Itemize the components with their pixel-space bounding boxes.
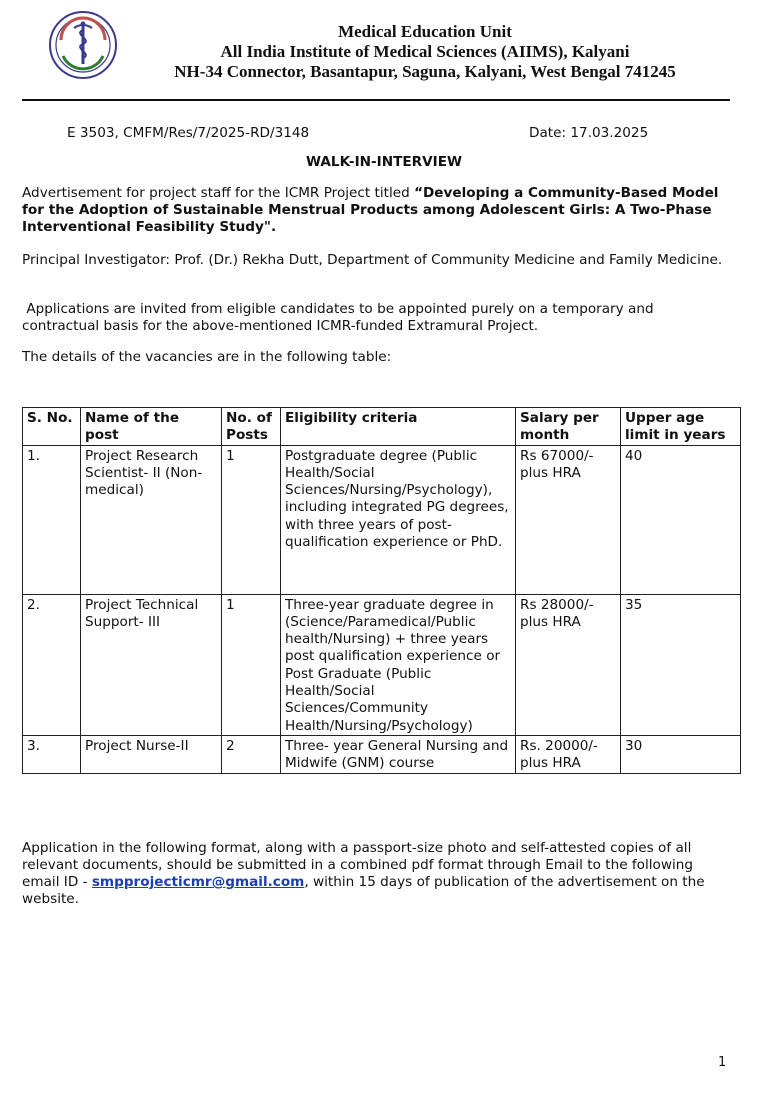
reference-number: E 3503, CMFM/Res/7/2025-RD/3148 [67, 125, 310, 141]
applications-text: Applications are invited from eligible candidates to be appointed purely on a temporary and contractual basis for the above-mentioned ICMR-funded Extramural Project. [22, 301, 654, 334]
aiims-kalyani-seal-icon [48, 10, 118, 80]
application-after-email: , within 15 days of publication of the advertisement on the website. [22, 874, 705, 907]
cell-posts: 2 [222, 735, 281, 773]
cell-post: Project Research Scientist- II (Non-medical) [81, 445, 222, 594]
cell-posts: 1 [222, 445, 281, 594]
cell-eligibility: Three- year General Nursing and Midwife (GNM) course [281, 735, 516, 773]
application-instructions [22, 840, 732, 908]
cell-eligibility: Postgraduate degree (Public Health/Social Sciences/Nursing/Psychology), including integrated PG degrees, with three years of post-qualification experience or PhD. [281, 445, 516, 594]
cell-sno: 3. [23, 735, 81, 773]
table-row [23, 445, 741, 594]
header-posts: No. of Posts [222, 408, 281, 446]
cell-post: Project Technical Support- III [81, 594, 222, 735]
cell-age: 35 [621, 594, 741, 735]
application-email-link[interactable]: smpprojecticmr@gmail.com [91, 874, 305, 890]
project-title: “Developing a Community-Based Model for the Adoption of Sustainable Menstrual Products among Adolescent Girls: A Two-Phase Interventional Feasibility Study". [22, 185, 719, 235]
header-sno: S. No. [23, 408, 81, 446]
cell-age: 30 [621, 735, 741, 773]
page-number: 1 [718, 1055, 727, 1070]
table-row [23, 594, 741, 735]
header-divider [22, 99, 730, 101]
cell-salary: Rs. 20000/- plus HRA [516, 735, 621, 773]
header-age: Upper age limit in years [621, 408, 741, 446]
intro-prefix: Advertisement for project staff for the ICMR Project titled [22, 185, 415, 201]
header-salary: Salary per month [516, 408, 621, 446]
table-row [23, 735, 741, 773]
cell-sno: 2. [23, 594, 81, 735]
applications-paragraph [22, 301, 732, 335]
principal-investigator: Principal Investigator: Prof. (Dr.) Rekha Dutt, Department of Community Medicine and Family Medicine. [22, 252, 723, 268]
vacancies-table [22, 407, 741, 774]
document-date: Date: 17.03.2025 [529, 125, 649, 141]
institute-unit: Medical Education Unit [338, 22, 512, 41]
header-eligibility: Eligibility criteria [281, 408, 516, 446]
institute-name: All India Institute of Medical Sciences (AIIMS), Kalyani [220, 42, 630, 61]
cell-eligibility: Three-year graduate degree in (Science/Paramedical/Public health/Nursing) + three years post qualification experience or Post Graduate (Public Health/Social Sciences/Community Health/Nursing/Psychology) [281, 594, 516, 735]
details-paragraph: The details of the vacancies are in the following table: [22, 349, 392, 365]
cell-age: 40 [621, 445, 741, 594]
cell-salary: Rs 28000/- plus HRA [516, 594, 621, 735]
table-header-row [23, 408, 741, 446]
intro-paragraph [22, 185, 732, 236]
institute-address: NH-34 Connector, Basantapur, Saguna, Kalyani, West Bengal 741245 [174, 62, 676, 81]
application-before-email: Application in the following format, along with a passport-size photo and self-attested copies of all relevant documents, should be submitted in a combined pdf format through Email to the following email ID - [22, 840, 693, 890]
cell-sno: 1. [23, 445, 81, 594]
header-post: Name of the post [81, 408, 222, 446]
cell-post: Project Nurse-II [81, 735, 222, 773]
document-title: WALK-IN-INTERVIEW [306, 154, 462, 170]
cell-salary: Rs 67000/- plus HRA [516, 445, 621, 594]
cell-posts: 1 [222, 594, 281, 735]
